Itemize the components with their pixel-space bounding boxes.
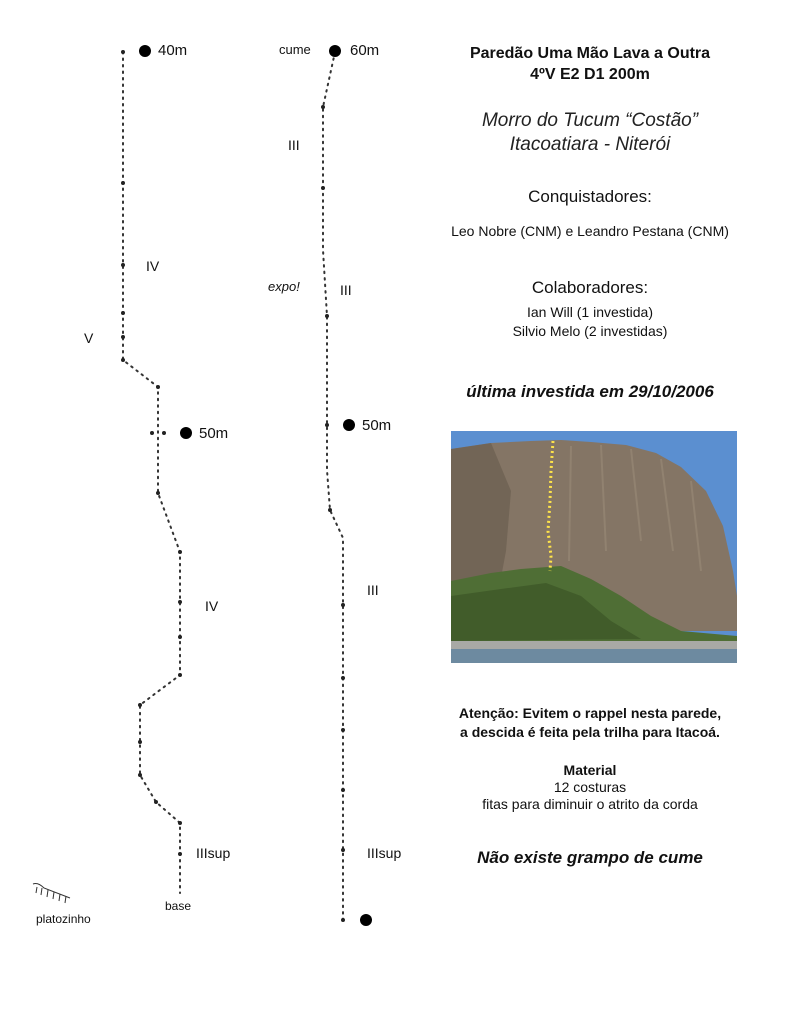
bolt bbox=[121, 181, 125, 185]
grade-label-iiisup-left: IIIsup bbox=[196, 845, 231, 861]
material-item: fitas para diminuir o atrito da corda bbox=[482, 796, 698, 812]
bolt bbox=[121, 263, 125, 267]
anchor-40m-marker bbox=[139, 45, 151, 57]
bolt bbox=[341, 603, 345, 607]
bolt bbox=[178, 635, 182, 639]
material-section bbox=[430, 762, 750, 813]
warning-line-2: a descida é feita pela trilha para Itacoá. bbox=[460, 724, 720, 740]
bolt bbox=[156, 385, 160, 389]
left-route-bolts bbox=[121, 50, 182, 856]
bolt bbox=[121, 358, 125, 362]
platform-ledge-icon bbox=[33, 884, 70, 904]
grade-label-iii-lower: III bbox=[367, 582, 379, 598]
exposure-note: expo! bbox=[268, 279, 300, 294]
anchor-label-40m: 40m bbox=[158, 42, 188, 59]
route-header bbox=[430, 43, 750, 85]
right-route-bolts bbox=[321, 105, 345, 922]
summit-anchor-note: Não existe grampo de cume bbox=[477, 848, 703, 867]
bolt bbox=[154, 800, 158, 804]
anchor-50m-left-marker bbox=[180, 427, 192, 439]
last-attempt-date: última investida em 29/10/2006 bbox=[466, 382, 714, 401]
bolt bbox=[178, 600, 182, 604]
base-label: base bbox=[165, 899, 192, 913]
shoreline bbox=[451, 641, 737, 649]
anchor-label-60m: 60m bbox=[350, 42, 380, 59]
collaborator-item: Ian Will (1 investida) bbox=[526, 304, 654, 320]
collaborators-heading: Colaboradores: bbox=[531, 278, 649, 297]
location bbox=[430, 109, 750, 157]
wall-photo bbox=[451, 431, 737, 663]
bolt bbox=[341, 848, 345, 852]
collaborator-item: Silvio Melo (2 investidas) bbox=[512, 323, 668, 339]
grade-label-iiisup-right: IIIsup bbox=[367, 845, 402, 861]
first-ascent-names: Leo Nobre (CNM) e Leandro Pestana (CNM) bbox=[451, 223, 729, 239]
anchor-label-50m-right: 50m bbox=[362, 417, 392, 434]
bolt bbox=[178, 673, 182, 677]
material-item: 12 costuras bbox=[553, 779, 627, 795]
anchor-label-50m-left: 50m bbox=[199, 425, 229, 442]
bolt bbox=[162, 431, 166, 435]
first-ascent-heading: Conquistadores: bbox=[528, 187, 652, 206]
bolt bbox=[138, 703, 142, 707]
bolt bbox=[341, 788, 345, 792]
platform-label: platozinho bbox=[36, 912, 91, 926]
bolt bbox=[121, 50, 125, 54]
right-route-line bbox=[323, 52, 343, 920]
bolt bbox=[325, 423, 329, 427]
bolt bbox=[325, 314, 329, 318]
bolt bbox=[178, 852, 182, 856]
location-line-1: Morro do Tucum “Costão” bbox=[481, 110, 699, 131]
route-grade: 4ºV E2 D1 200m bbox=[530, 66, 650, 83]
left-route-line bbox=[123, 52, 180, 893]
bolt bbox=[321, 105, 325, 109]
descent-warning bbox=[430, 704, 750, 742]
route-title: Paredão Uma Mão Lava a Outra bbox=[469, 45, 711, 62]
bolt bbox=[138, 740, 142, 744]
bolt bbox=[156, 491, 160, 495]
bolt bbox=[150, 431, 154, 435]
bolt bbox=[328, 508, 332, 512]
collaborators-list bbox=[430, 303, 750, 341]
bolt bbox=[341, 676, 345, 680]
grade-label-v: V bbox=[84, 330, 94, 346]
bolt bbox=[121, 335, 125, 339]
grade-label-iii-middle: III bbox=[340, 282, 352, 298]
summit-label: cume bbox=[279, 42, 311, 57]
bolt bbox=[121, 311, 125, 315]
grade-label-iii-upper: III bbox=[288, 137, 300, 153]
bolt bbox=[138, 773, 142, 777]
bolt bbox=[321, 186, 325, 190]
grade-label-iv-lower: IV bbox=[205, 598, 219, 614]
bolt bbox=[341, 918, 345, 922]
bolt bbox=[178, 821, 182, 825]
location-line-2: Itacoatiara - Niterói bbox=[509, 134, 671, 155]
bolt bbox=[178, 550, 182, 554]
bolt bbox=[341, 728, 345, 732]
start-anchor-marker bbox=[360, 914, 372, 926]
anchor-60m-marker bbox=[329, 45, 341, 57]
warning-line-1: Atenção: Evitem o rappel nesta parede, bbox=[458, 705, 722, 721]
grade-label-iv-upper: IV bbox=[146, 258, 160, 274]
material-heading: Material bbox=[563, 762, 617, 778]
anchor-50m-right-marker bbox=[343, 419, 355, 431]
sea bbox=[451, 649, 737, 663]
